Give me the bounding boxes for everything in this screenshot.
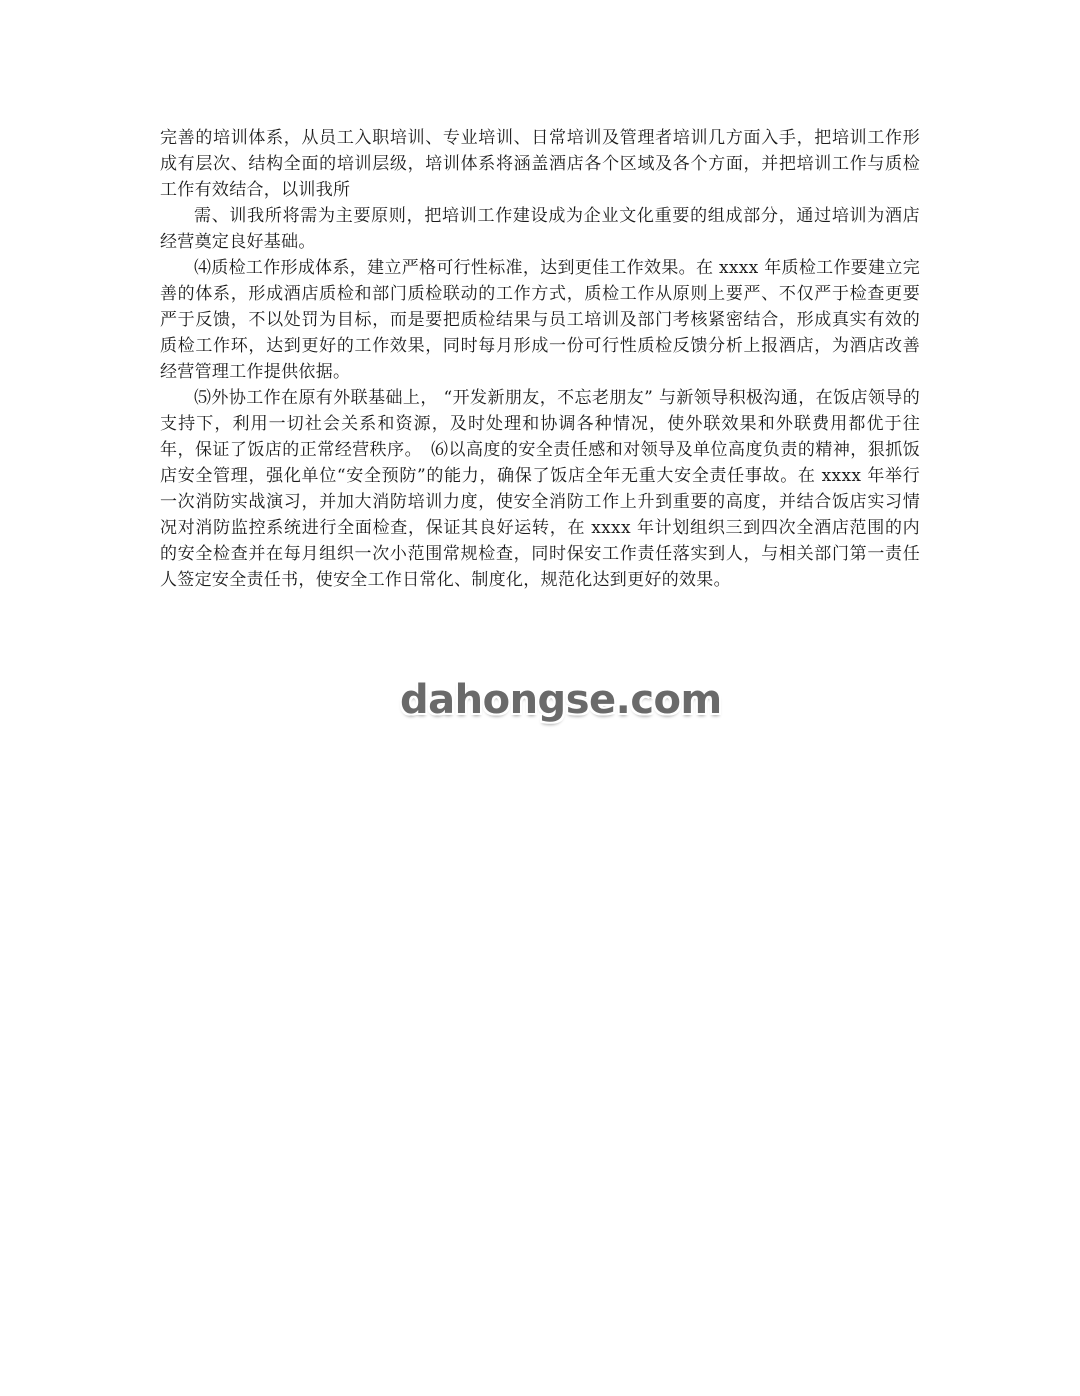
paragraph-training-principle: 需、训我所将需为主要原则，把培训工作建设成为企业文化重要的组成部分，通过培训为酒店经营奠定良好基础。 <box>160 206 920 252</box>
site-watermark: dahongse.com <box>400 677 722 723</box>
paragraph-quality-inspection: ⑷质检工作形成体系，建立严格可行性标准，达到更佳工作效果。在 xxxx 年质检工作要建立完善的体系，形成酒店质检和部门质检联动的工作方式，质检工作从原则上要严、不仅严于检查更要严于反馈，不以处罚为目标，而是要把质检结果与员工培训及部门考核紧密结合，形成真实有效的质检工作环，达到更好的工作效果，同时每月形成一份可行性质检反馈分析上报酒店，为酒店改善经营管理工作提供依据。 <box>160 258 920 382</box>
document-body <box>160 125 920 593</box>
paragraph-training-system: 完善的培训体系，从员工入职培训、专业培训、日常培训及管理者培训几方面入手，把培训工作形成有层次、结构全面的培训层级，培训体系将涵盖酒店各个区域及各个方面，并把培训工作与质检工作有效结合，以训我所 <box>160 128 920 200</box>
paragraph-external-relations-and-safety: ⑸外协工作在原有外联基础上， “开发新朋友，不忘老朋友” 与新领导积极沟通，在饭店领导的支持下，利用一切社会关系和资源，及时处理和协调各种情况，使外联效果和外联费用都优于往年，保证了饭店的正常经营秩序。 ⑹以高度的安全责任感和对领导及单位高度负责的精神，狠抓饭店安全管理，强化单位“安全预防”的能力，确保了饭店全年无重大安全责任事故。在 xxxx 年举行一次消防实战演习，并加大消防培训力度，使安全消防工作上升到重要的高度，并结合饭店实习情况对消防监控系统进行全面检查，保证其良好运转，在 xxxx 年计划组织三到四次全酒店范围的内的安全检查并在每月组织一次小范围常规检查，同时保安工作责任落实到人，与相关部门第一责任人签定安全责任书，使安全工作日常化、制度化，规范化达到更好的效果。 <box>160 388 920 590</box>
